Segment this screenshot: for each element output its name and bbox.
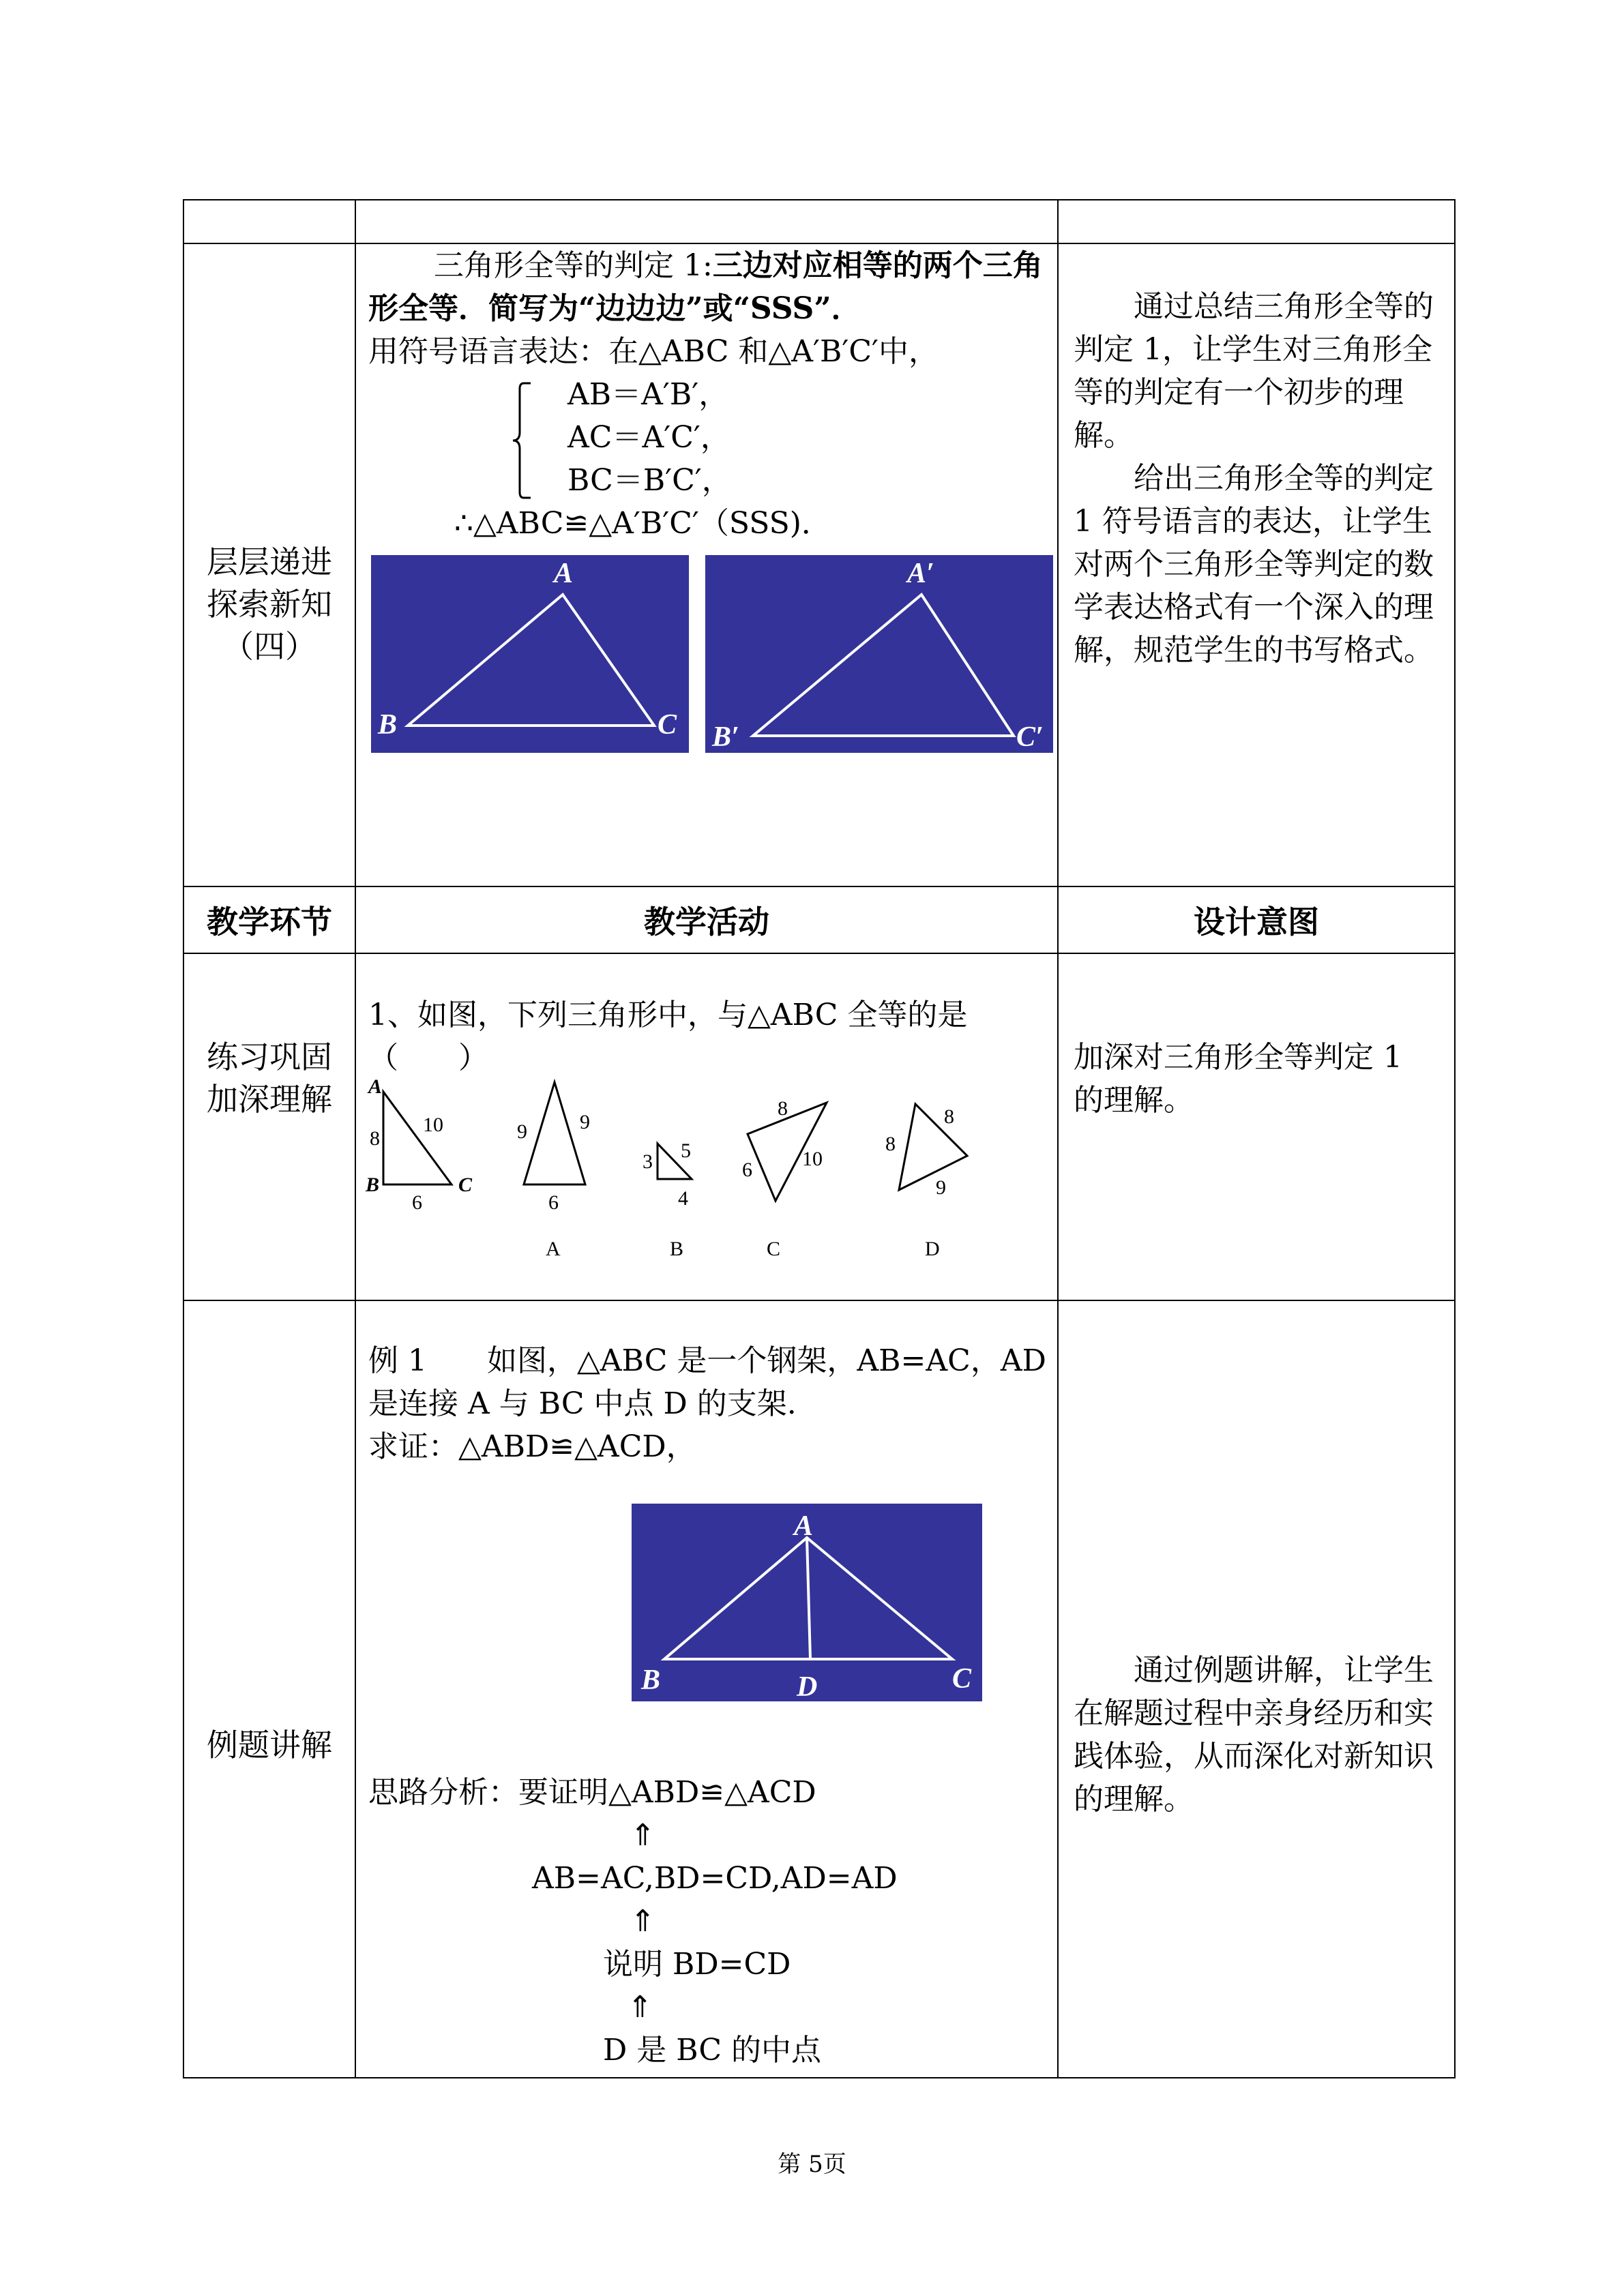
- option-a-left: 9: [517, 1120, 527, 1143]
- practice-figures: [363, 1077, 1052, 1268]
- header-stage: 教学环节: [183, 886, 355, 953]
- triangle-shape: [753, 595, 1014, 736]
- up-arrow-icon: ⇑: [630, 1818, 655, 1853]
- condition-ab: AB＝A′B′，: [567, 377, 729, 412]
- ref-vertex-a: A: [368, 1077, 383, 1098]
- option-d-label: D: [925, 1238, 940, 1260]
- ref-side-ac: 10: [423, 1114, 443, 1136]
- activity-cell-example: [355, 1300, 1058, 2078]
- intent-paragraph: 通过例题讲解，让学生在解题过程中亲身经历和实践体验，从而深化对新知识的理解。: [1074, 1653, 1434, 1817]
- table-header-row: [183, 886, 1455, 953]
- activity-cell-sss: [355, 243, 1058, 886]
- table-row-sss: [183, 243, 1455, 886]
- option-c-right: 10: [802, 1148, 823, 1170]
- stage-cell-example: [183, 1300, 355, 2078]
- option-b-label: B: [670, 1238, 684, 1260]
- analysis-title: 思路分析：要证明△ABD≌△ACD: [368, 1775, 816, 1810]
- stage-line: 练习巩固: [207, 1039, 332, 1075]
- condition-ac: AC＝A′C′，: [567, 420, 730, 455]
- option-c-label: C: [767, 1238, 781, 1260]
- example-statement: 例 1 如图，△ABC 是一个钢架，AB=AC，AD 是连接 A 与 BC 中点 D 的支架.: [368, 1343, 1046, 1421]
- header-intent: 设计意图: [1058, 886, 1455, 953]
- figure-triangle-abd: [632, 1504, 982, 1701]
- theorem-text: 三角形全等的判定 1:三边对应相等的两个三角形全等．简写为“边边边”或“SSS”．: [368, 248, 1043, 326]
- vertex-label-a: A: [794, 1510, 814, 1542]
- theorem-statement: 三边对应相等的两个三角形全等．简写为“边边边”或“SSS”．: [368, 248, 1043, 326]
- stage-line: 探索新知: [207, 586, 332, 623]
- option-a-base: 6: [548, 1191, 559, 1214]
- vertex-label-c: C: [658, 709, 677, 741]
- table-row-example: [183, 1300, 1455, 2078]
- top-cell-intent: [1058, 200, 1455, 243]
- option-a-triangle: [524, 1082, 585, 1184]
- vertex-label-b: B: [641, 1665, 661, 1696]
- analysis-step-3: D 是 BC 的中点: [603, 2033, 822, 2068]
- intent-paragraph: 加深对三角形全等判定 1 的理解。: [1074, 1040, 1402, 1118]
- vertex-label-c: C: [952, 1663, 972, 1695]
- vertex-label-d: D: [797, 1671, 818, 1701]
- figure-triangle-abc: [371, 555, 689, 753]
- intent-cell-example: [1058, 1300, 1455, 2078]
- header-activity: 教学活动: [355, 886, 1058, 953]
- ref-triangle: [383, 1092, 452, 1184]
- option-d-left: 8: [885, 1133, 896, 1155]
- up-arrow-icon: ⇑: [628, 1990, 653, 2025]
- figure-triangle-abc-prime: [705, 555, 1053, 753]
- option-c-left: 6: [742, 1159, 752, 1181]
- stage-line: 层层递进: [207, 543, 332, 580]
- stage-line: 加深理解: [207, 1081, 332, 1118]
- stage-line: （四）: [222, 628, 316, 665]
- vertex-label-a-prime: A′: [907, 558, 934, 589]
- option-d-bottom: 9: [936, 1176, 946, 1199]
- brace-symbol: [510, 379, 537, 502]
- option-b-base: 4: [678, 1187, 688, 1210]
- option-d-triangle: [899, 1104, 967, 1190]
- intent-paragraph: 给出三角形全等的判定 1 符号语言的表达，让学生对两个三角形全等判定的数学表达格式有一个深入的理解，规范学生的书写格式。: [1074, 461, 1434, 668]
- conclusion: ∴△ABC≌△A′B′C′（SSS)．: [454, 506, 831, 541]
- option-b-left: 3: [643, 1150, 653, 1173]
- option-d-top: 8: [944, 1105, 954, 1128]
- example-prove: 求证：△ABD≌△ACD，: [368, 1429, 696, 1464]
- stage-cell-sss: [183, 243, 355, 886]
- analysis-step-1: AB=AC,BD=CD,AD=AD: [532, 1861, 898, 1896]
- option-a-label: A: [546, 1238, 561, 1260]
- up-arrow-icon: ⇑: [630, 1904, 655, 1939]
- intent-cell-sss: [1058, 243, 1455, 886]
- intent-cell-practice: [1058, 953, 1455, 1300]
- option-c-top: 8: [778, 1097, 788, 1120]
- option-b-hyp: 5: [681, 1139, 691, 1162]
- analysis-step-2: 说明 BD=CD: [603, 1947, 791, 1982]
- ref-side-ab: 8: [370, 1127, 380, 1150]
- table-row-top: [183, 200, 1455, 243]
- symbol-intro: 用符号语言表达：在△ABC 和△A′B′C′中，: [368, 334, 939, 369]
- vertex-label-b-prime: B′: [712, 721, 739, 753]
- ref-side-bc: 6: [412, 1191, 422, 1214]
- ref-vertex-b: B: [366, 1174, 380, 1196]
- stage-line: 例题讲解: [207, 1727, 332, 1763]
- vertex-label-c-prime: C′: [1016, 721, 1044, 753]
- stage-cell-practice: [183, 953, 355, 1300]
- condition-bc: BC＝B′C′，: [567, 463, 732, 498]
- median-ad: [807, 1538, 810, 1659]
- activity-cell-practice: [355, 953, 1058, 1300]
- triangle-shape: [408, 595, 654, 726]
- page-number: 第 5页: [778, 2151, 846, 2178]
- top-cell-stage: [183, 200, 355, 243]
- ref-vertex-c: C: [458, 1174, 473, 1196]
- vertex-label-b: B: [378, 709, 398, 741]
- lesson-plan-table: [183, 199, 1456, 2078]
- vertex-label-a: A: [554, 558, 574, 589]
- intent-paragraph: 通过总结三角形全等的判定 1，让学生对三角形全等的判定有一个初步的理解。: [1074, 289, 1434, 453]
- practice-question: 1、如图，下列三角形中，与△ABC 全等的是（ ）: [368, 998, 968, 1075]
- top-cell-activity: [355, 200, 1058, 243]
- option-a-right: 9: [580, 1111, 590, 1133]
- table-row-practice: [183, 953, 1455, 1300]
